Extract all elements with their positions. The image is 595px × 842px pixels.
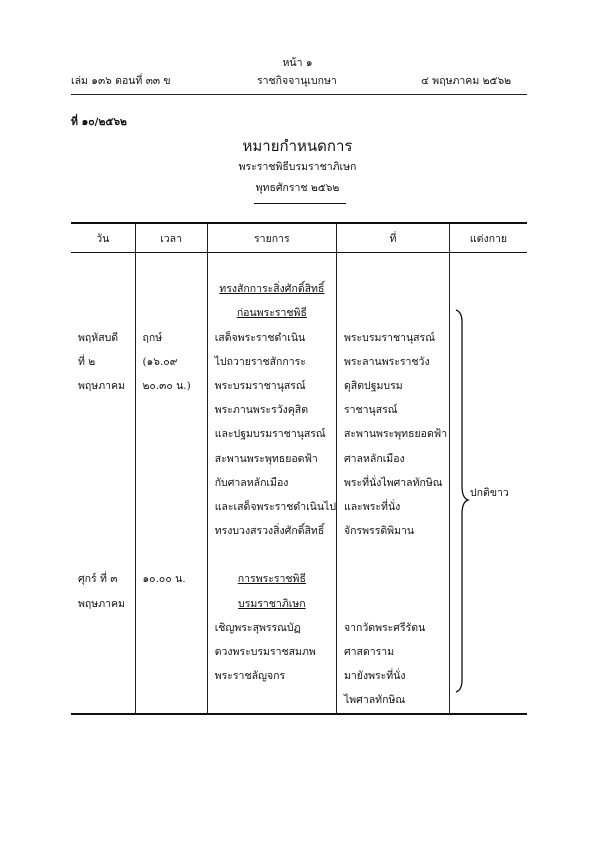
col-header-item: รายการ [207, 223, 336, 253]
place-line: ดุสิตปฐมบรม [343, 379, 403, 392]
time-line: (๑๖.๐๙ [142, 355, 178, 368]
col-header-day: วัน [71, 223, 135, 253]
table-header-row [71, 223, 527, 253]
time-line: ฤกษ์ [142, 331, 163, 344]
place-line: ไพศาลทักษิณ [343, 694, 406, 707]
publication-date: ๔ พฤษภาคม ๒๕๖๒ [421, 75, 512, 87]
col-header-place: ที่ [336, 223, 449, 253]
buddhist-year: พุทธศักราช ๒๕๖๒ [255, 182, 340, 194]
day-line: ศุกร์ ที่ ๓ [78, 573, 118, 586]
item-line: ดวงพระบรมราชสมภพ [214, 646, 316, 658]
brace-grouping-icon [452, 308, 470, 694]
day-cell [71, 253, 135, 714]
place-line: พระบรมราชานุสรณ์ [343, 331, 435, 344]
gazette-name: ราชกิจจานุเบกษา [257, 75, 337, 87]
item-line: เสด็จพระราชดำเนิน [214, 331, 306, 344]
place-line: มายังพระที่นั่ง [343, 670, 406, 683]
section-heading: การพระราชพิธี [237, 573, 306, 586]
ceremony-name: พระราชพิธีบรมราชาภิเษก [238, 161, 357, 173]
place-line: สะพานพระพุทธยอดฟ้า [343, 428, 448, 441]
place-line: ศาลหลักเมือง [343, 452, 405, 465]
dress-code: ปกติขาว [470, 487, 509, 499]
item-line: กับศาลหลักเมือง [214, 476, 289, 489]
place-line: จักรพรรดิพิมาน [343, 525, 415, 538]
item-cell [207, 253, 336, 714]
col-header-dress: แต่งกาย [449, 223, 527, 253]
item-line: ไปถวายราชสักการะ [214, 355, 306, 368]
time-line: ๒๐.๓๐ น.) [142, 379, 191, 392]
item-line: ทรงบวงสรวงสิ่งศักดิ์สิทธิ์ [214, 525, 325, 538]
day-line: ที่ ๒ [78, 355, 96, 368]
day-line: พฤหัสบดี [78, 331, 119, 344]
section-heading: ก่อนพระราชพิธี [236, 307, 307, 320]
place-line: พระที่นั่งไพศาลทักษิณ [343, 476, 443, 489]
volume-info: เล่ม ๑๓๖ ตอนที่ ๓๓ ข [71, 75, 171, 87]
page-number: หน้า ๑ [282, 57, 313, 69]
place-line: ศาสดาราม [343, 646, 395, 658]
time-cell [135, 253, 207, 714]
item-line: พระภานพระรวังคุสิต [214, 404, 309, 417]
item-line: สะพานพระพุทธยอดฟ้า [214, 452, 318, 465]
item-line: และเสด็จพระราชดำเนินไป [214, 500, 336, 513]
item-line: พระบรมราชานุสรณ์ [214, 379, 306, 392]
place-line: พระลานพระราชวัง [343, 355, 430, 368]
section-heading: บรมราชาภิเษก [238, 597, 306, 610]
title-underline [254, 203, 346, 204]
place-cell [336, 253, 449, 714]
day-line: พฤษภาคม [78, 597, 125, 610]
time-line: ๑๐.๐๐ น. [142, 573, 186, 586]
document-title: หมายกำหนดการ [242, 137, 353, 155]
item-line: เชิญพระสุพรรณบัฏ [214, 621, 301, 634]
item-line: พระราชลัญจกร [214, 670, 286, 683]
place-line: จากวัดพระศรีรัตน [343, 621, 426, 634]
place-line: ราชานุสรณ์ [343, 404, 398, 417]
col-header-time: เวลา [135, 223, 207, 253]
day-line: พฤษภาคม [78, 379, 125, 392]
item-line: และปฐมบรมราชานุสรณ์ [214, 428, 326, 441]
header-divider [71, 94, 527, 95]
section-heading: ทรงสักการะสิ่งศักดิ์สิทธิ์ [219, 283, 325, 296]
place-line: และพระที่นั่ง [343, 500, 401, 513]
document-number: ที่ ๑๐/๒๕๖๒ [71, 116, 127, 128]
